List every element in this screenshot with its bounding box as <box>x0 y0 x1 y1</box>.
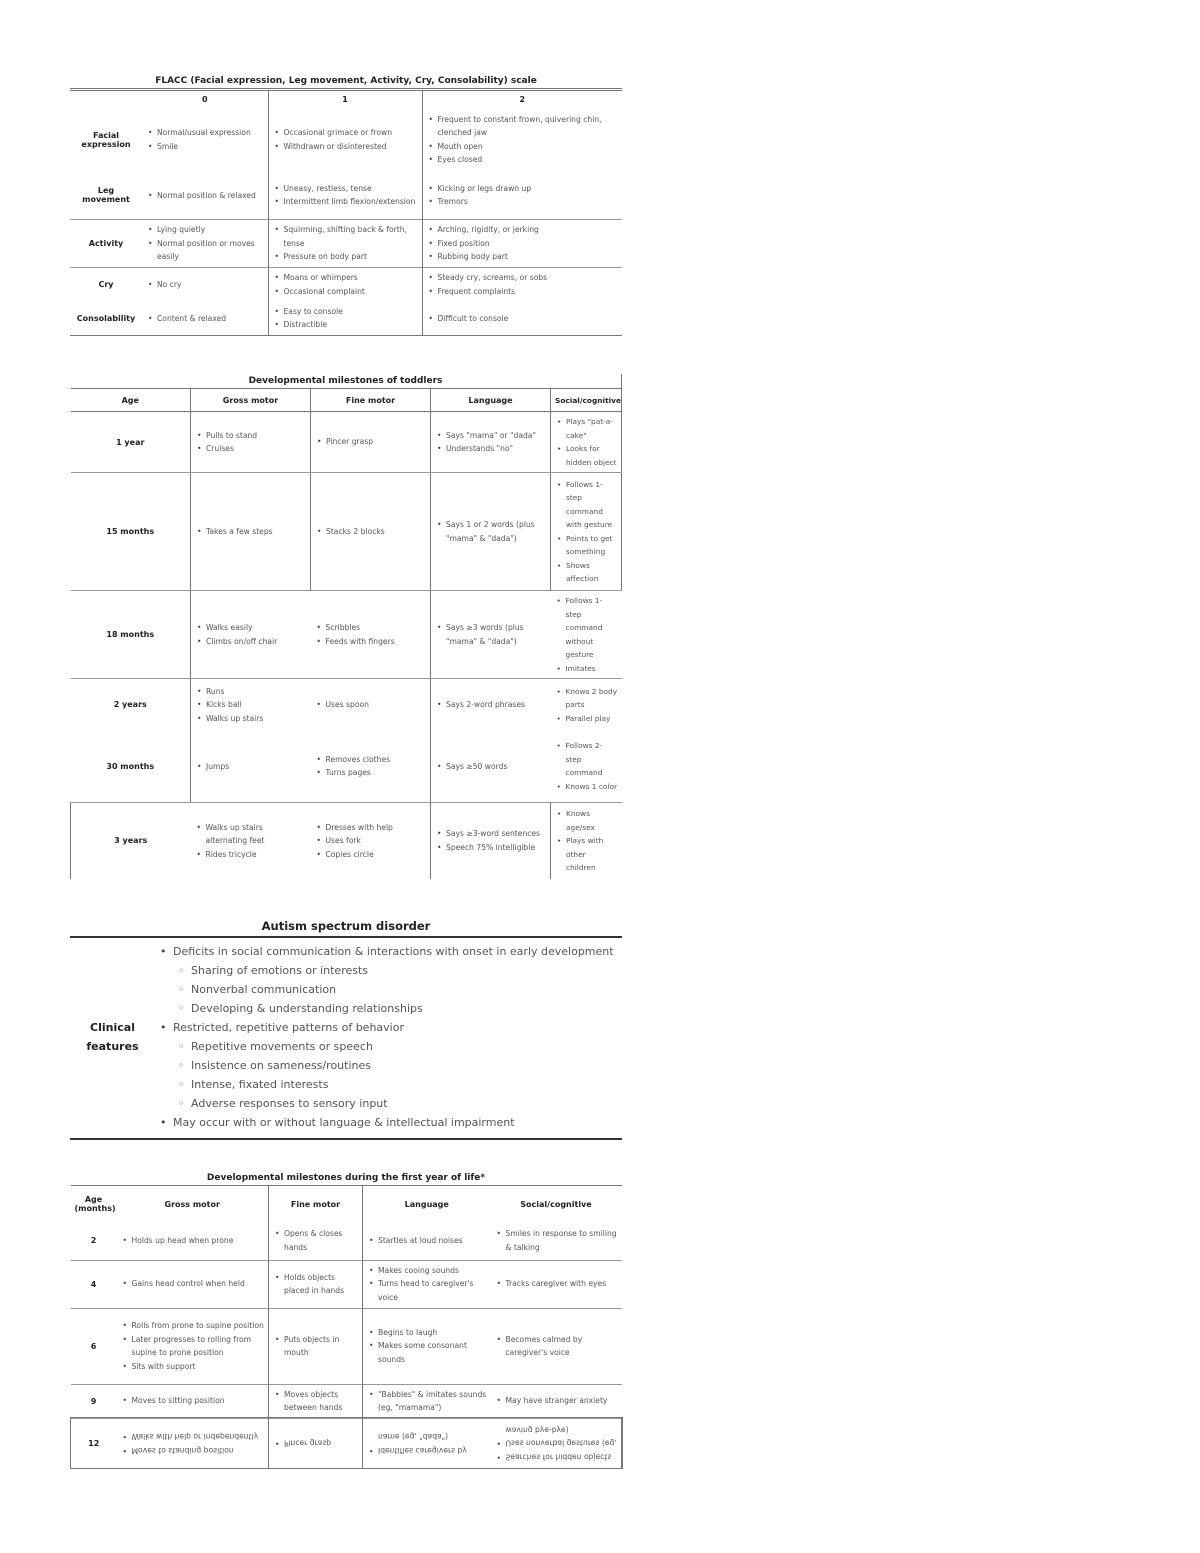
list-item: • Mouth open <box>438 140 619 154</box>
header-gross-motor: Gross motor <box>191 389 311 412</box>
bullet-list <box>315 753 427 780</box>
list-item: • Walks up stairs <box>206 712 307 726</box>
bullet-list <box>427 312 619 326</box>
bullet-list <box>315 821 427 862</box>
flacc-header-blank <box>70 90 142 108</box>
list-item: • Distractible <box>284 318 418 332</box>
list-item: • Knows age/sex <box>566 807 618 834</box>
bullet-list <box>427 271 619 298</box>
list-item: • Sits with support <box>132 1360 265 1374</box>
first-year-milestones-table <box>70 1185 622 1469</box>
list-item: • Rolls from prone to supine position <box>132 1319 265 1333</box>
list-item: • Withdrawn or disinterested <box>284 140 418 154</box>
bullet-list <box>555 807 618 875</box>
toddler-title: Developmental milestones of toddlers <box>70 374 622 388</box>
bullet-list <box>273 1333 358 1360</box>
header-age: Age <box>71 389 191 412</box>
bullet-list <box>273 1436 358 1450</box>
list-item-text: May occur with or without language & intellectual impairment <box>173 1116 515 1129</box>
header-age-months: Age (months) <box>74 1195 116 1213</box>
list-item: • Follows 1-step command with gesture <box>566 478 617 532</box>
bullet-list <box>315 621 427 648</box>
bullet-list <box>121 1319 265 1373</box>
bullet-list <box>146 223 264 264</box>
list-item: • Pressure on body part <box>284 250 418 264</box>
bullet-list <box>435 760 547 774</box>
list-item <box>173 1113 614 1132</box>
list-item: • Identifies caregivers by name (eg, "dada") <box>378 1430 487 1457</box>
list-item: • Rubbing body part <box>438 250 619 264</box>
header-language: Language <box>363 1186 491 1223</box>
age-cell: 15 months <box>71 473 191 591</box>
list-item: • Understands "no" <box>446 442 546 456</box>
table-row <box>71 803 622 879</box>
list-item: • Squirming, shifting back & forth, tense <box>284 223 418 250</box>
table-row <box>71 473 622 591</box>
list-item: • Uneasy, restless, tense <box>284 182 418 196</box>
list-item-text: Deficits in social communication & interactions with onset in early development <box>173 945 614 958</box>
list-item: • Says "mama" or "dada" <box>446 429 546 443</box>
age-cell: 4 <box>71 1260 117 1308</box>
bullet-list <box>121 1234 265 1248</box>
sub-list-item: ◦ Intense, fixated interests <box>191 1075 614 1094</box>
list-item: • Says 2-word phrases <box>446 698 547 712</box>
bullet-list <box>555 685 618 726</box>
list-item: • Plays "pat-a-cake" <box>566 415 617 442</box>
table-row <box>71 1308 622 1384</box>
list-item-text: Restricted, repetitive patterns of behavior <box>173 1021 404 1034</box>
asd-feature-list <box>155 942 614 1132</box>
asd-features-box <box>70 936 622 1140</box>
flacc-row-cry <box>70 268 622 302</box>
list-item: • Tracks caregiver with eyes <box>506 1277 618 1291</box>
bullet-list <box>367 1234 487 1248</box>
list-item: • Holds up head when prone <box>132 1234 265 1248</box>
sub-list-item: ◦ Repetitive movements or speech <box>191 1037 614 1056</box>
flacc-title: FLACC (Facial expression, Leg movement, Activity, Cry, Consolability) scale <box>155 76 537 86</box>
list-item: • Walks easily <box>206 621 307 635</box>
bullet-list <box>367 1430 487 1457</box>
bullet-list <box>315 525 426 539</box>
flacc-row-facial <box>70 108 622 172</box>
bullet-list <box>273 1271 358 1298</box>
list-item: • Normal position or moves easily <box>157 237 264 264</box>
bullet-list <box>495 1333 618 1360</box>
list-item: • Pincer grasp <box>284 1436 358 1450</box>
list-item: • Says ≥3-word sentences <box>446 827 546 841</box>
list-item: • Climbs on/off chair <box>206 635 307 649</box>
header-social-cognitive: Social/cognitive <box>551 389 622 412</box>
flacc-row-label: Cry <box>70 268 142 302</box>
list-item: • Pincer grasp <box>326 435 426 449</box>
header-fine-motor: Fine motor <box>269 1186 363 1223</box>
sub-list-item: ◦ Adverse responses to sensory input <box>191 1094 614 1113</box>
bullet-list <box>273 223 418 264</box>
toddler-milestones-section <box>70 374 622 879</box>
header-social-cognitive: Social/cognitive <box>520 1199 592 1209</box>
bullet-list <box>367 1264 487 1305</box>
list-item: • Turns head to caregiver's voice <box>378 1277 487 1304</box>
bullet-list <box>273 1227 358 1254</box>
list-item: • Occasional complaint <box>284 285 418 299</box>
clinical-features-label: Clinical features <box>86 1021 139 1053</box>
list-item: • Moves to standing position <box>132 1443 265 1457</box>
list-item: • Follows 1-step command without gesture <box>566 594 618 662</box>
bullet-list <box>367 1326 487 1367</box>
list-item: • Knows 2 body parts <box>566 685 618 712</box>
list-item: • Moves to sitting position <box>132 1394 265 1408</box>
flacc-row-label: Facial expression <box>81 130 131 149</box>
table-row <box>71 1384 622 1418</box>
list-item: • Dresses with help <box>326 821 427 835</box>
list-item: • May have stranger anxiety <box>506 1394 618 1408</box>
bullet-list <box>435 429 546 456</box>
bullet-list <box>427 113 619 167</box>
bullet-list <box>273 305 418 332</box>
flacc-table <box>70 88 622 336</box>
list-item: • Becomes calmed by caregiver's voice <box>506 1333 618 1360</box>
list-item: • Fixed position <box>438 237 619 251</box>
list-item: • Walks with help or independently <box>132 1430 265 1444</box>
age-cell: 6 <box>71 1308 117 1384</box>
list-item: • Easy to console <box>284 305 418 319</box>
bullet-list <box>273 271 418 298</box>
flacc-row-label: Consolability <box>76 313 136 323</box>
age-cell: 30 months <box>71 731 191 803</box>
bullet-list <box>121 1394 265 1408</box>
list-item: • Gains head control when held <box>132 1277 265 1291</box>
list-item: • "Babbles" & imitates sounds (eg, "mamama") <box>378 1388 487 1415</box>
list-item: • Startles at loud noises <box>378 1234 487 1248</box>
header-language: Language <box>431 389 551 412</box>
bullet-list <box>435 621 547 648</box>
table-row <box>71 591 622 679</box>
list-item: • Tremors <box>438 195 619 209</box>
list-item: • Frequent complaints <box>438 285 619 299</box>
list-item: • Removes clothes <box>326 753 427 767</box>
bullet-list <box>315 698 427 712</box>
bullet-list <box>195 685 307 726</box>
header-fine-motor: Fine motor <box>311 389 431 412</box>
age-cell: 2 <box>90 1236 97 1246</box>
table-row <box>71 1222 622 1260</box>
header-gross-motor: Gross motor <box>164 1199 220 1209</box>
bullet-list <box>315 435 426 449</box>
list-item: • Makes cooing sounds <box>378 1264 487 1278</box>
flacc-header-score-2: 2 <box>422 90 622 108</box>
list-item: • Steady cry, screams, or sobs <box>438 271 619 285</box>
asd-title: Autism spectrum disorder <box>261 919 431 933</box>
bullet-list <box>146 189 264 203</box>
autism-spectrum-disorder-section <box>70 916 622 1140</box>
bullet-list <box>555 594 618 675</box>
list-item: • Normal/usual expression <box>157 126 264 140</box>
bullet-list <box>121 1277 265 1291</box>
list-item: • Looks for hidden object <box>566 442 617 469</box>
list-item: • Rides tricycle <box>206 848 307 862</box>
list-item: • Moves objects between hands <box>284 1388 358 1415</box>
list-item: • Eyes closed <box>438 153 619 167</box>
list-item: • Points to get something <box>566 532 617 559</box>
bullet-list <box>273 1388 358 1415</box>
age-cell: 9 <box>71 1384 117 1418</box>
list-item: • Lying quietly <box>157 223 264 237</box>
list-item <box>173 942 614 1018</box>
flacc-header-score-1: 1 <box>268 90 422 108</box>
bullet-list <box>195 525 306 539</box>
list-item: • Kicks ball <box>206 698 307 712</box>
age-cell: 1 year <box>71 412 191 473</box>
bullet-list <box>146 312 264 326</box>
list-item: • Jumps <box>206 760 307 774</box>
bullet-list <box>427 182 619 209</box>
list-item: • Says ≥3 words (plus "mama" & "dada") <box>446 621 547 648</box>
bullet-list <box>435 827 546 854</box>
list-item: • Frequent to constant frown, quivering chin, clenched jaw <box>438 113 619 140</box>
bullet-list <box>495 1394 618 1408</box>
bullet-list <box>555 478 617 586</box>
flacc-scale-table-section <box>70 74 622 336</box>
list-item: • Speech 75% intelligible <box>446 841 546 855</box>
bullet-list <box>435 518 546 545</box>
bullet-list <box>495 1227 618 1254</box>
table-row <box>71 412 622 473</box>
table-row <box>71 679 622 731</box>
list-item: • Follows 2-step command <box>566 739 618 780</box>
flacc-header-score-0: 0 <box>201 94 208 104</box>
list-item: • Opens & closes hands <box>284 1227 358 1254</box>
list-item: • Later progresses to rolling from supine to prone position <box>132 1333 265 1360</box>
list-item: • Searches for hidden objects <box>506 1450 618 1464</box>
list-item: • Uses nonverbal gestures (eg, waving bye-bye) <box>506 1423 618 1450</box>
list-item: • Puts objects in mouth <box>284 1333 358 1360</box>
list-item: • Says 1 or 2 words (plus "mama" & "dada") <box>446 518 546 545</box>
bullet-list <box>121 1430 265 1457</box>
bullet-list <box>195 429 306 456</box>
list-item: • Feeds with fingers <box>326 635 427 649</box>
bullet-list <box>195 821 307 862</box>
list-item: • Runs <box>206 685 307 699</box>
list-item: • Difficult to console <box>438 312 619 326</box>
list-item: • Plays with other children <box>566 834 618 875</box>
flacc-row-activity <box>70 220 622 268</box>
sub-list-item: ◦ Nonverbal communication <box>191 980 614 999</box>
list-item: • Uses fork <box>326 834 427 848</box>
age-cell: 2 years <box>113 700 147 710</box>
bullet-list <box>435 698 547 712</box>
list-item: • Knows 1 color <box>566 780 618 794</box>
flacc-row-label: Activity <box>70 220 142 268</box>
list-item: • Content & relaxed <box>157 312 264 326</box>
list-item: • Walks up stairs alternating feet <box>206 821 307 848</box>
list-item <box>173 1018 614 1113</box>
table-row <box>71 731 622 803</box>
bullet-list <box>195 621 307 648</box>
sub-list <box>173 961 614 1018</box>
list-item: • Copies circle <box>326 848 427 862</box>
bullet-list <box>555 415 617 469</box>
sub-list-item: ◦ Sharing of emotions or interests <box>191 961 614 980</box>
list-item: • Intermittent limb flexion/extension <box>284 195 418 209</box>
bullet-list <box>146 126 264 153</box>
bullet-list <box>495 1277 618 1291</box>
flacc-row-leg <box>70 172 622 220</box>
first-year-title: Developmental milestones during the first year of life* <box>206 1173 486 1183</box>
list-item: • Holds objects placed in hands <box>284 1271 358 1298</box>
bullet-list <box>367 1388 487 1415</box>
bullet-list <box>146 278 264 292</box>
list-item: • Arching, rigidity, or jerking <box>438 223 619 237</box>
list-item: • Pulls to stand <box>206 429 306 443</box>
list-item: • Uses spoon <box>326 698 427 712</box>
age-cell: 3 years <box>71 803 191 879</box>
toddler-milestones-table <box>70 388 622 879</box>
list-item: • Cruises <box>206 442 306 456</box>
bullet-list <box>427 223 619 264</box>
flacc-row-label: Leg movement <box>82 186 130 205</box>
bullet-list <box>195 760 307 774</box>
table-row-flipped <box>71 1418 622 1468</box>
bullet-list <box>273 126 418 153</box>
list-item: • Stacks 2 blocks <box>326 525 426 539</box>
bullet-list <box>495 1423 618 1464</box>
sub-list-item: ◦ Insistence on sameness/routines <box>191 1056 614 1075</box>
list-item: • Turns pages <box>326 766 427 780</box>
list-item: • Normal position & relaxed <box>157 189 264 203</box>
bullet-list <box>273 182 418 209</box>
first-year-milestones-section <box>70 1171 622 1469</box>
list-item: • Scribbles <box>326 621 427 635</box>
list-item: • Smiles in response to smiling & talking <box>506 1227 618 1254</box>
list-item: • No cry <box>157 278 264 292</box>
list-item: • Makes some consonant sounds <box>378 1339 487 1366</box>
list-item: • Kicking or legs drawn up <box>438 182 619 196</box>
list-item: • Shows affection <box>566 559 617 586</box>
flacc-row-consolability <box>70 302 622 336</box>
sub-list <box>173 1037 614 1113</box>
table-row <box>71 1260 622 1308</box>
age-cell: 18 months <box>71 591 191 679</box>
list-item: • Occasional grimace or frown <box>284 126 418 140</box>
bullet-list <box>555 739 618 793</box>
list-item: • Begins to laugh <box>378 1326 487 1340</box>
list-item: • Parallel play <box>566 712 618 726</box>
list-item: • Says ≥50 words <box>446 760 547 774</box>
list-item: • Smile <box>157 140 264 154</box>
list-item: • Moans or whimpers <box>284 271 418 285</box>
list-item: • Takes a few steps <box>206 525 306 539</box>
age-cell: 12 <box>71 1418 117 1468</box>
list-item: • Imitates <box>566 662 618 676</box>
sub-list-item: ◦ Developing & understanding relationships <box>191 999 614 1018</box>
